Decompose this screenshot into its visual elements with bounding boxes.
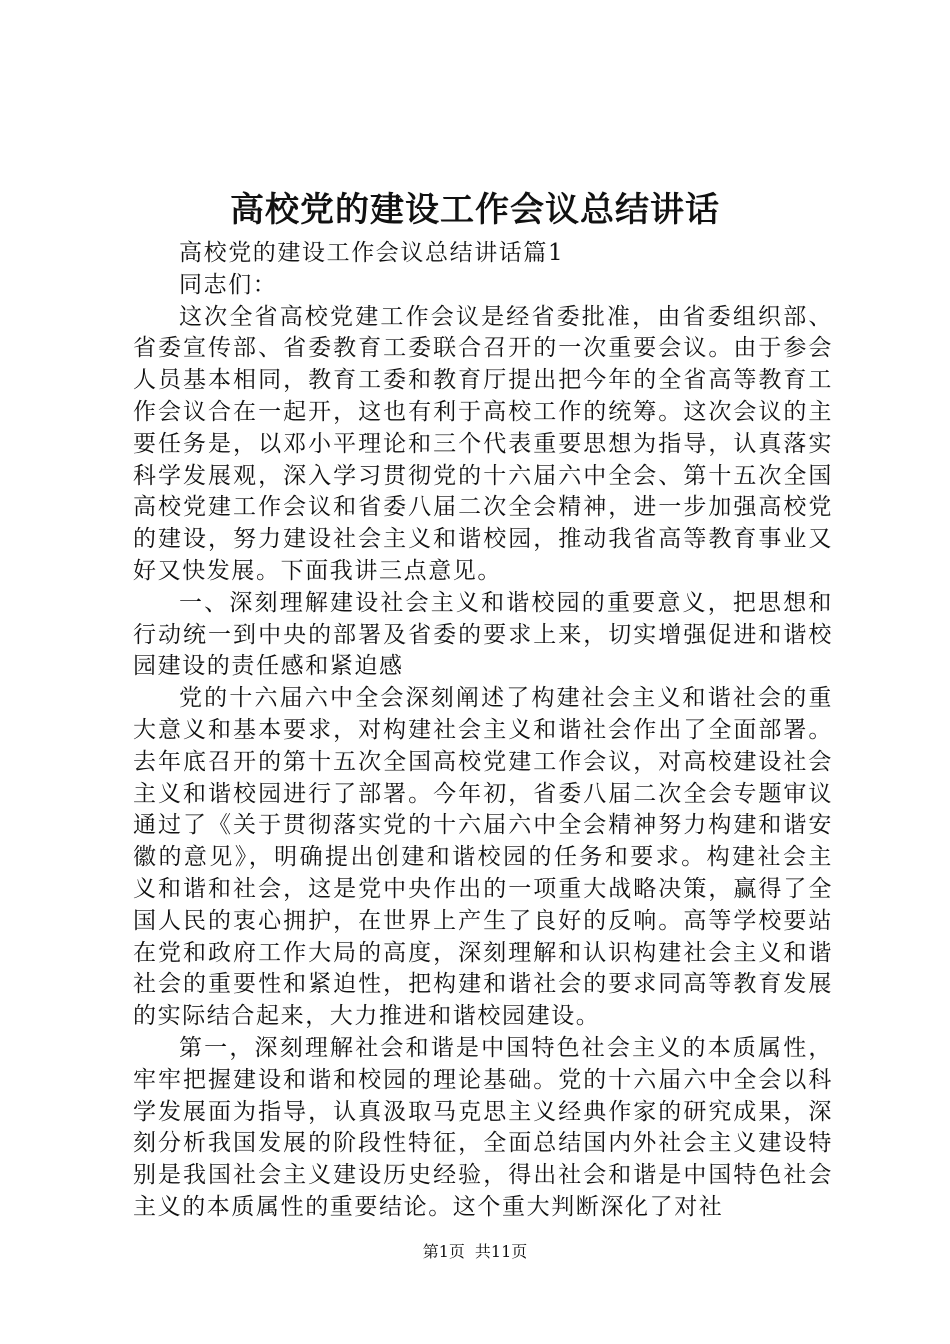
body-paragraph: 一、深刻理解建设社会主义和谐校园的重要意义，把思想和行动统一到中央的部署及省委的要求上来，切实增强促进和谐校园建设的责任感和紧迫感 — [133, 589, 833, 680]
document-body — [133, 238, 833, 1224]
section-heading: 高校党的建设工作会议总结讲话篇1 — [179, 240, 565, 266]
body-paragraph: 党的十六届六中全会深刻阐述了构建社会主义和谐社会的重大意义和基本要求，对构建社会主义和谐社会作出了全面部署。去年底召开的第十五次全国高校党建工作会议，对高校建设社会主义和谐校园进行了部署。今年初，省委八届二次全会专题审议通过了《关于贯彻落实党的十六届六中全会精神努力构建和谐安徽的意见》，明确提出创建和谐校园的任务和要求。构建社会主义和谐和社会，这是党中央作出的一项重大战略决策，赢得了全国人民的衷心拥护，在世界上产生了良好的反响。高等学校要站在党和政府工作大局的高度，深刻理解和认识构建社会主义和谐社会的重要性和紧迫性，把构建和谐社会的要求同高等教育发展的实际结合起来，大力推进和谐校园建设。 — [133, 685, 833, 1030]
page-number: 第1页 — [422, 1242, 465, 1261]
body-paragraph: 这次全省高校党建工作会议是经省委批准，由省委组织部、省委宣传部、省委教育工委联合召开的一次重要会议。由于参会人员基本相同，教育工委和教育厅提出把今年的全省高等教育工作会议合在一起开，这也有利于高校工作的统筹。这次会议的主要任务是，以邓小平理论和三个代表重要思想为指导，认真落实科学发展观，深入学习贯彻党的十六届六中全会、第十五次全国高校党建工作会议和省委八届二次全会精神，进一步加强高校党的建设，努力建设社会主义和谐校园，推动我省高等教育事业又好又快发展。下面我讲三点意见。 — [133, 303, 833, 584]
body-paragraph: 第一，深刻理解社会和谐是中国特色社会主义的本质属性，牢牢把握建设和谐和校园的理论基础。党的十六届六中全会以科学发展面为指导，认真汲取马克思主义经典作家的研究成果，深刻分析我国发展的阶段性特征，全面总结国内外社会主义建设特别是我国社会主义建设历史经验，得出社会和谐是中国特色社会主义的本质属性的重要结论。这个重大判断深化了对社 — [133, 1034, 833, 1220]
salutation: 同志们： — [179, 271, 278, 298]
page-footer — [0, 1240, 950, 1264]
page-total: 共11页 — [474, 1242, 528, 1261]
document-title: 高校党的建设工作会议总结讲话 — [230, 190, 720, 230]
